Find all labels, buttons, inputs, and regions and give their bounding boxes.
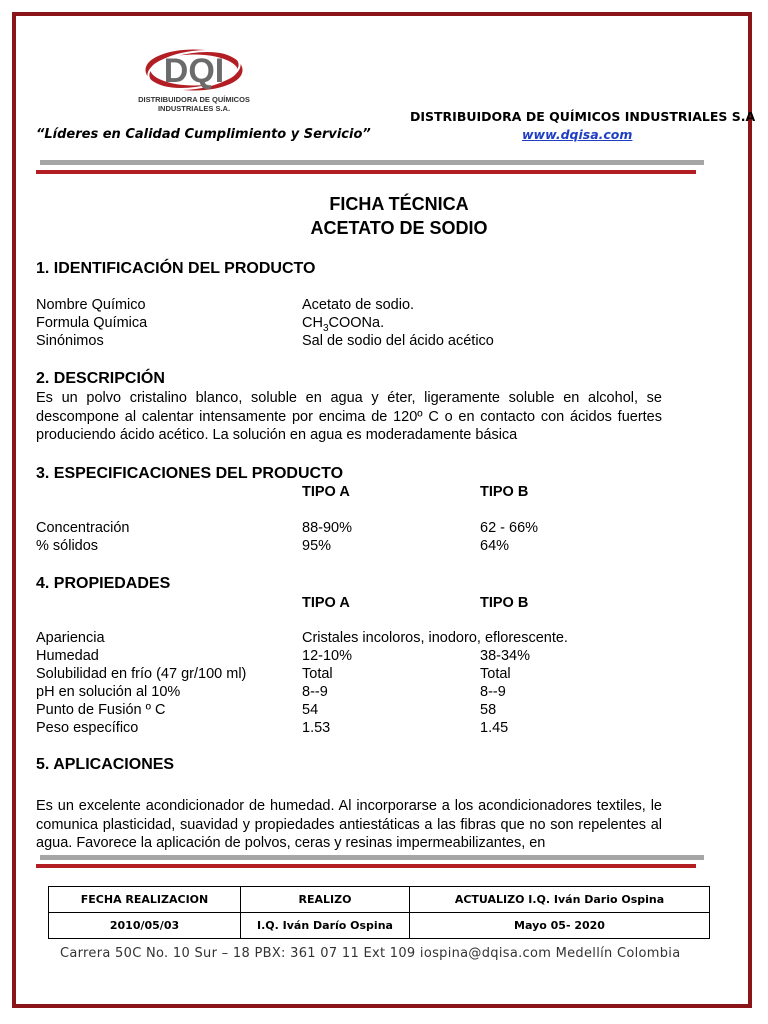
propiedades-col-b: TIPO B	[480, 595, 529, 611]
label-punto-fusion: Punto de Fusión º C	[36, 702, 166, 718]
label-peso-especifico: Peso específico	[36, 720, 139, 736]
footer-divider-red	[36, 864, 696, 868]
section-especificaciones-heading: 3. ESPECIFICACIONES DEL PRODUCTO	[36, 465, 344, 482]
label-solubilidad: Solubilidad en frío (47 gr/100 ml)	[36, 666, 247, 682]
document-title-line2: ACETATO DE SODIO	[310, 218, 488, 238]
value-humedad-a: 12-10%	[302, 648, 352, 664]
footer-divider-gray	[40, 855, 704, 860]
footer-address: Carrera 50C No. 10 Sur – 18 PBX: 361 07 11 Ext 109 iospina@dqisa.com Medellín Colombia	[60, 946, 681, 961]
value-nombre-quimico: Acetato de sodio.	[302, 297, 415, 313]
value-punto-fusion-b: 58	[480, 702, 497, 718]
label-nombre-quimico: Nombre Químico	[36, 297, 146, 313]
especificaciones-col-b: TIPO B	[480, 484, 529, 500]
value-realizo: I.Q. Iván Darío Ospina	[241, 913, 410, 939]
value-formula-quimica: $CH_3COONa$.	[302, 315, 385, 334]
especificaciones-col-a: TIPO A	[302, 484, 350, 500]
logo-text-line2: INDUSTRIALES S.A.	[157, 104, 231, 113]
header-realizo: REALIZO	[241, 887, 410, 913]
website-link[interactable]: www.dqisa.com	[522, 127, 633, 142]
company-name: DISTRIBUIDORA DE QUÍMICOS INDUSTRIALES S.A	[410, 109, 756, 124]
aplicaciones-text: Es un excelente acondicionador de humedad. Al incorporarse a los acondicionadores textiles, le comunica plasticidad, suavidad y propiedades antiestáticas a las fibras que no son repelentes al agua. Favorece la aplicación de polvos, ceras y resinas impermeabilizantes, en	[36, 798, 662, 851]
company-logo	[130, 44, 260, 122]
label-ph: pH en solución al 10%	[36, 684, 181, 700]
value-solubilidad-b: Total	[480, 666, 511, 682]
revision-table	[48, 886, 710, 939]
section-descripcion-heading: 2. DESCRIPCIÓN	[36, 370, 165, 387]
value-humedad-b: 38-34%	[480, 648, 530, 664]
label-formula-quimica: Formula Química	[36, 315, 148, 331]
value-apariencia: Cristales incoloros, inodoro, eflorescente.	[302, 630, 568, 646]
value-solidos-a: 95%	[302, 538, 332, 554]
value-peso-especifico-b: 1.45	[480, 720, 509, 736]
value-sinonimos: Sal de sodio del ácido acético	[302, 333, 494, 349]
label-sinonimos: Sinónimos	[36, 333, 104, 349]
label-apariencia: Apariencia	[36, 630, 105, 646]
document-title-line1: FICHA TÉCNICA	[329, 194, 469, 214]
value-fecha-realizacion: 2010/05/03	[49, 913, 241, 939]
value-peso-especifico-a: 1.53	[302, 720, 331, 736]
section-identificacion-heading: 1. IDENTIFICACIÓN DEL PRODUCTO	[36, 260, 316, 277]
label-concentracion: Concentración	[36, 520, 130, 536]
value-solubilidad-a: Total	[302, 666, 333, 682]
value-ph-a: 8--9	[302, 684, 328, 700]
header-divider-red	[36, 170, 696, 174]
label-humedad: Humedad	[36, 648, 99, 664]
section-propiedades-heading: 4. PROPIEDADES	[36, 575, 171, 592]
value-solidos-b: 64%	[480, 538, 510, 554]
header-divider-gray	[40, 160, 704, 165]
value-concentracion-b: 62 - 66%	[480, 520, 539, 536]
section-aplicaciones-heading: 5. APLICACIONES	[36, 756, 175, 773]
header-fecha-realizacion: FECHA REALIZACION	[49, 887, 241, 913]
header-actualizo: ACTUALIZO I.Q. Iván Dario Ospina	[410, 887, 710, 913]
propiedades-col-a: TIPO A	[302, 595, 350, 611]
value-punto-fusion-a: 54	[302, 702, 319, 718]
logo-text-line1: DISTRIBUIDORA DE QUÍMICOS	[138, 95, 250, 104]
slogan: “Líderes en Calidad Cumplimiento y Servicio”	[36, 127, 371, 142]
value-actualizo: Mayo 05- 2020	[410, 913, 710, 939]
descripcion-text: Es un polvo cristalino blanco, soluble en agua y éter, ligeramente soluble en alcohol, se descompone al calentar intensamente por encima de 120º C o en contacto con ácidos fuertes produciendo ácido acético. La solución en agua es moderadamente básica	[36, 390, 662, 443]
value-ph-b: 8--9	[480, 684, 506, 700]
value-concentracion-a: 88-90%	[302, 520, 352, 536]
logo-letters: DQI	[163, 52, 225, 90]
label-solidos: % sólidos	[36, 538, 99, 554]
